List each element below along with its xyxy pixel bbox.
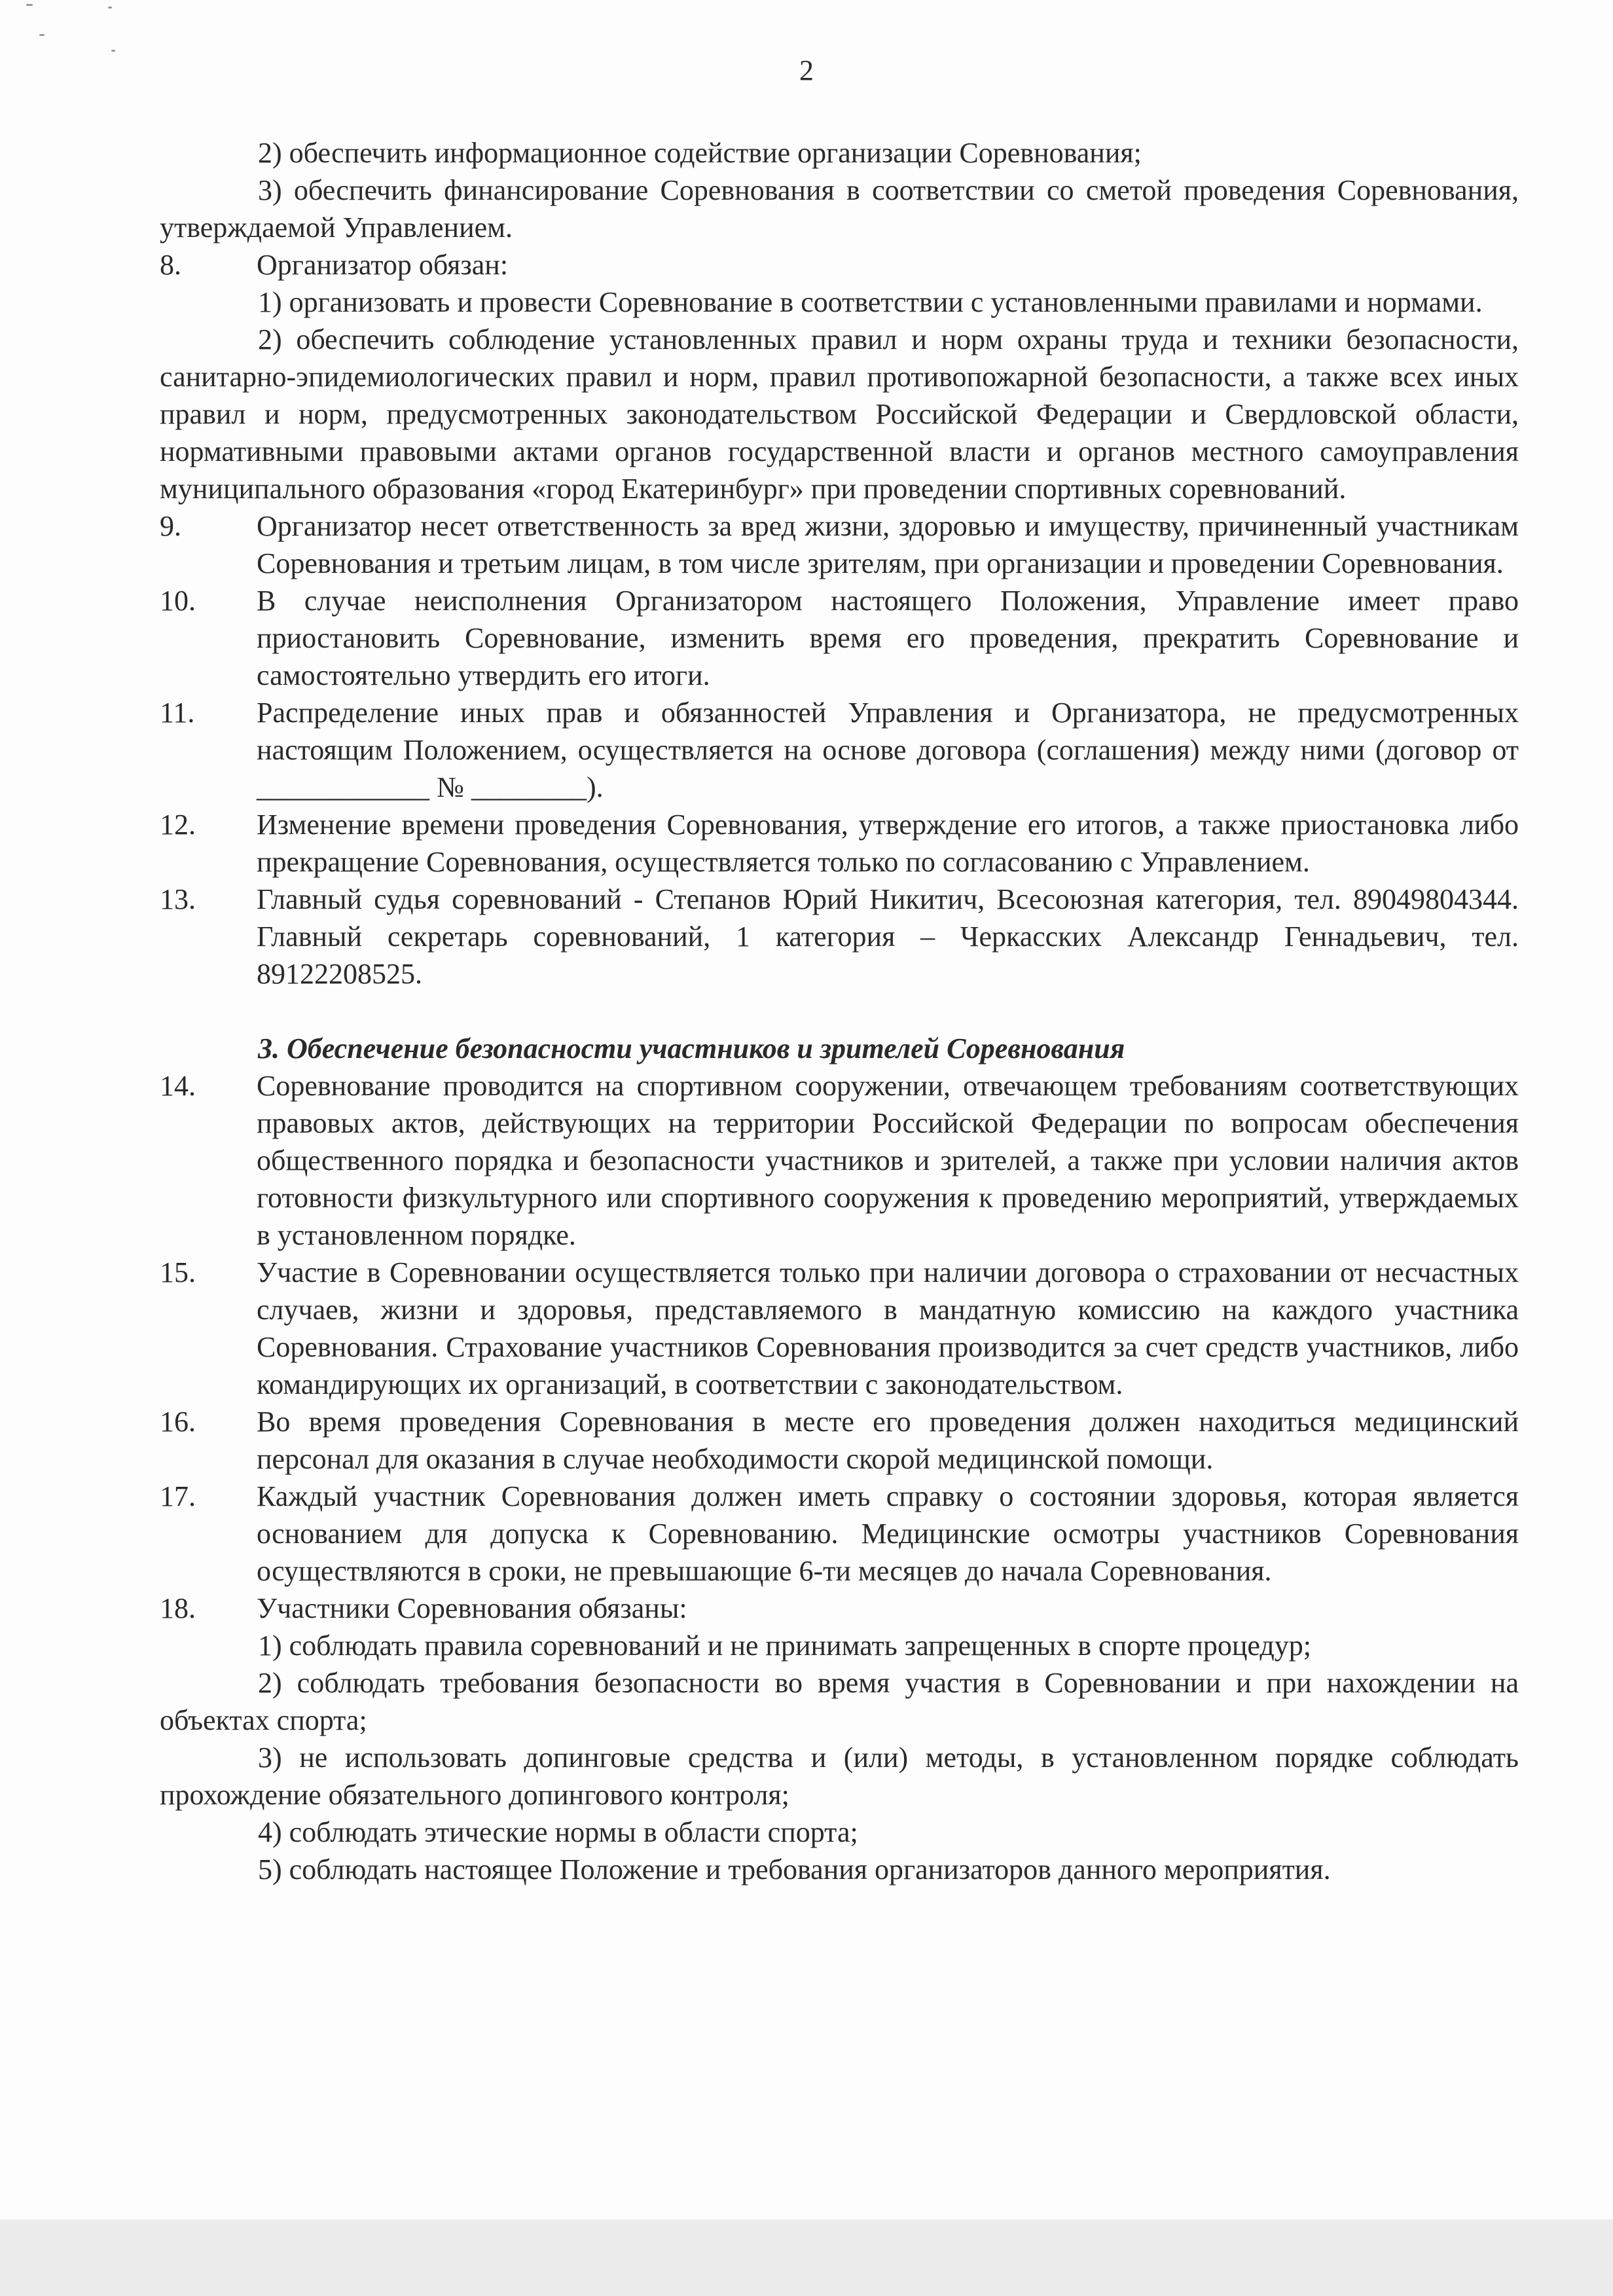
clause-text: Участие в Соревновании осуществляется только при наличии договора о страховании от несчастных случаев, жизни и здоровья, представляемого в мандатную комиссию на каждого участника Соревнования. Страхование участников Соревнования производится за счет средств участников, либо командирующих их организаций, в соответствии с законодательством. [257,1256,1519,1400]
clause-number: 17. [160,1480,196,1512]
numbered-clause [160,582,1519,694]
clause-text: Каждый участник Соревнования должен иметь справку о состоянии здоровья, которая является основанием для допуска к Соревнованию. Медицинские осмотры участников Соревнования осуществляются в сроки, не превышающие 6-ти месяцев до начала Соревнования. [257,1480,1519,1587]
document-body [160,134,1519,1888]
subclause-text: 2) обеспечить соблюдение установленных правил и норм охраны труда и техники безопасности, санитарно-эпидемиологических правил и норм, правил противопожарной безопасности, а также всех иных правил и норм, предусмотренных законодательством Российской Федерации и Свердловской области, нормативными правовыми актами органов государственной власти и органов местного самоуправления муниципального образования «город Екатеринбург» при проведении спортивных соревнований. [160,323,1519,505]
clause-number: 12. [160,809,196,841]
clauses-safety [160,1067,1519,1888]
section-spacer [160,993,1519,1030]
numbered-clause [160,1590,1519,1627]
numbered-clause [160,507,1519,582]
clause-text: Организатор несет ответственность за вред жизни, здоровью и имуществу, причиненный участникам Соревнования и третьим лицам, в том числе зрителям, при организации и проведении Соревнования. [257,510,1519,579]
clause-number: 11. [160,697,195,729]
clause-number: 18. [160,1592,196,1624]
subclause-text: 2) соблюдать требования безопасности во время участия в Соревновании и при нахождении на объектах спорта; [160,1667,1519,1736]
clause-number: 10. [160,585,196,617]
clause-number: 13. [160,883,196,915]
scan-speck [26,4,33,6]
subclause-text: 1) соблюдать правила соревнований и не принимать запрещенных в спорте процедур; [258,1630,1311,1662]
scan-speck [108,7,112,9]
subclause-text: 3) не использовать допинговые средства и (или) методы, в установленном порядке соблюдать прохождение обязательного допингового контроля; [160,1741,1519,1811]
clause-text: Главный судья соревнований - Степанов Юрий Никитич, Всесоюзная категория, тел. 89049804344. Главный секретарь соревнований, 1 категория – Черкасских Александр Геннадьевич, тел. 89122208525. [257,883,1519,990]
numbered-clause [160,1403,1519,1478]
clause-text: Участники Соревнования обязаны: [257,1592,687,1624]
scan-speck [39,34,45,36]
clause-text: Во время проведения Соревнования в месте его проведения должен находиться медицинский персонал для оказания в случае необходимости скорой медицинской помощи. [257,1406,1519,1475]
clause-number: 16. [160,1406,196,1438]
clause-text: Соревнование проводится на спортивном сооружении, отвечающем требованиям соответствующих правовых актов, действующих на территории Российской Федерации по вопросам обеспечения общественного порядка и безопасности участников и зрителей, а также при условии наличия актов готовности физкультурного или спортивного сооружения к проведению мероприятий, утверждаемых в установленном порядке. [257,1070,1519,1251]
subclause-text: 1) организовать и провести Соревнование в соответствии с установленными правилами и нормами. [258,286,1483,318]
numbered-clause [160,1067,1519,1254]
clause-number: 14. [160,1070,196,1102]
numbered-clause [160,694,1519,806]
clause-number: 15. [160,1256,196,1288]
page-number: 2 [799,54,814,86]
subclause-text: 3) обеспечить финансирование Соревнования в соответствии со сметой проведения Соревнования, утверждаемой Управлением. [160,174,1519,244]
subclause-text: 5) соблюдать настоящее Положение и требования организаторов данного мероприятия. [258,1853,1331,1886]
numbered-clause [160,246,1519,283]
numbered-clause [160,1254,1519,1403]
clause-text: Распределение иных прав и обязанностей Управления и Организатора, не предусмотренных настоящим Положением, осуществляется на основе договора (соглашения) между ними (договор от ____________ № ________). [257,697,1519,803]
numbered-clause [160,881,1519,993]
clause-text: Изменение времени проведения Соревнования, утверждение его итогов, а также приостановка либо прекращение Соревнования, осуществляется только по согласованию с Управлением. [257,809,1519,878]
subclause-text: 2) обеспечить информационное содействие организации Соревнования; [258,137,1142,169]
clauses-organizer [160,134,1519,993]
section-title: 3. Обеспечение безопасности участников и зрителей Соревнования [258,1032,1125,1065]
clause-number: 8. [160,249,181,281]
subclause-text: 4) соблюдать этические нормы в области спорта; [258,1816,858,1848]
numbered-clause [160,806,1519,881]
scan-speck [111,50,115,52]
clause-number: 9. [160,510,181,542]
clause-text: В случае неисполнения Организатором настоящего Положения, Управление имеет право приостановить Соревнование, изменить время его проведения, прекратить Соревнование и самостоятельно утвердить его итоги. [257,585,1519,691]
numbered-clause [160,1478,1519,1590]
clause-text: Организатор обязан: [257,249,509,281]
